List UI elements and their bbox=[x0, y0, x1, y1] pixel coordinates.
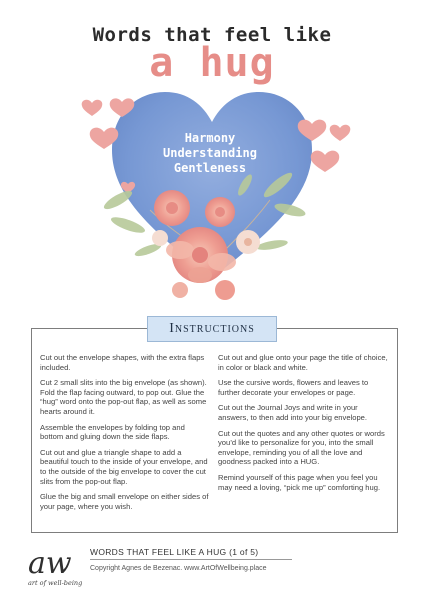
small-heart bbox=[311, 151, 340, 172]
heart-word-harmony: Harmony bbox=[184, 131, 236, 145]
small-heart bbox=[82, 100, 103, 116]
instruction-item: Assemble the envelopes by folding top and bottom and gluing down the side flaps. bbox=[40, 422, 185, 442]
instruction-item: Use the cursive words, flowers and leaves to further decorate your envelopes or page. bbox=[218, 378, 369, 397]
svg-text:aw: aw bbox=[28, 546, 72, 581]
heart-word-gentleness: Gentleness bbox=[173, 161, 247, 175]
art-of-well-being-logo bbox=[26, 545, 82, 589]
small-heart bbox=[330, 125, 351, 141]
instruction-item: Cut out and glue onto your page the title of choice, in color or black and white. bbox=[218, 353, 388, 372]
footer-divider bbox=[90, 559, 292, 560]
heart-word-understanding: Understanding bbox=[163, 146, 257, 160]
instruction-item: Cut 2 small slits into the big envelope (as shown). Fold the flap facing outward, to pop out. Glue the “hug” word onto the pop-out flap, as well as some hearts around it. bbox=[40, 378, 207, 416]
heart-words bbox=[140, 131, 280, 176]
title-line-2: a hug bbox=[149, 40, 275, 86]
instruction-item: Glue the big and small envelope on either sides of your page, where you wish. bbox=[40, 492, 209, 511]
leaf bbox=[109, 214, 146, 236]
instruction-item: Cut out the Journal Joys and write in your answers, to then add into your big envelope. bbox=[218, 403, 368, 422]
instructions-heading: Instructions bbox=[147, 316, 277, 342]
instruction-item: Cut out and glue a triangle shape to add a beautiful touch to the inside of your envelope, and to the outside of the big envelope to cover the cut slits from the pop-out flap. bbox=[40, 447, 208, 486]
instruction-item: Cut out the quotes and any other quotes or words you’d like to personalize for you, into the small envelope, reminding you of all the love and goodness packed into a HUG. bbox=[218, 428, 385, 467]
footer-document-title: WORDS THAT FEEL LIKE A HUG (1 of 5) bbox=[90, 547, 259, 557]
instructions-left-column bbox=[40, 353, 210, 517]
instructions-box bbox=[31, 328, 398, 533]
leaf bbox=[256, 238, 289, 251]
title-line-1: Words that feel like bbox=[92, 24, 332, 46]
instruction-item: Remind yourself of this page when you feel you may need a loving, “pick me up” comforting hug. bbox=[218, 472, 381, 492]
instruction-item: Cut out the envelope shapes, with the extra flaps included. bbox=[40, 353, 205, 372]
footer-copyright: Copyright Agnes de Bezenac. www.ArtOfWellbeing.place bbox=[90, 565, 267, 572]
svg-text:art of well-being: art of well-being bbox=[28, 579, 82, 587]
instructions-right-column bbox=[218, 353, 388, 498]
